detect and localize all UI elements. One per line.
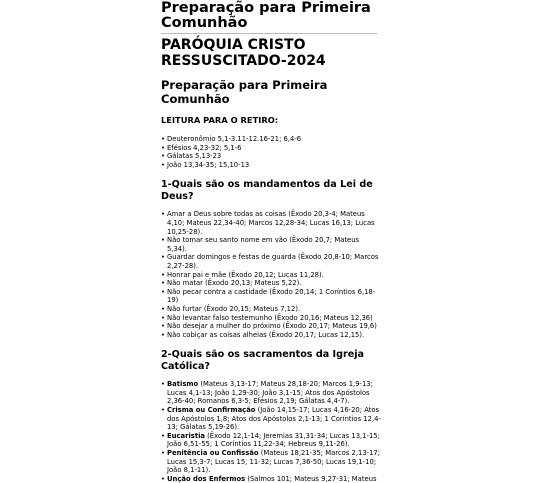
commandment-item: • Não tomar seu santo nome em vão (Êxodo 20,7; Mateus 5,34). (161, 236, 381, 253)
document-page (161, 0, 381, 483)
parish-title: PARÓQUIA CRISTO RESSUSCITADO-2024 (161, 37, 326, 69)
sacrament-name: Eucaristia (167, 431, 205, 440)
sacrament-item (161, 406, 381, 432)
page-subtitle: Preparação para Primeira Comunhão (161, 78, 328, 106)
sacraments-list (161, 380, 381, 483)
title-divider (161, 33, 377, 34)
sacrament-item (161, 475, 381, 483)
commandment-item: • Não desejar a mulher do próximo (Êxodo 20,17; Mateus 19,6) (161, 322, 381, 331)
commandments-list (161, 210, 381, 339)
reading-section-label: LEITURA PARA O RETIRO: (161, 115, 279, 125)
question-2-heading: 2-Quais são os sacramentos da Igreja Católica? (161, 349, 364, 373)
commandment-item: • Não pecar contra a castidade (Êxodo 20,14; 1 Coríntios 6,18-19) (161, 288, 381, 305)
sacrament-references: (Salmos 101; Mateus 9,27-31; Mateus (245, 474, 377, 483)
commandment-item: • Amar a Deus sobre todas as coisas (Êxodo 20,3-4; Mateus 4,10; Mateus 22,34-40; Marcos 12,28-34; Lucas 16,13; Lucas 10,25-28). (161, 210, 381, 236)
reading-item: • Efésios 4,23-32; 5,1-6 (161, 144, 381, 153)
commandment-item: • Não cobiçar as coisas alheias (Êxodo 20,17; Lucas 12,15). (161, 331, 381, 340)
sacrament-references: (Mateus 18,21-35; Marcos 2,13-17; Lucas 15,3-7; Lucas 15, 11-32; Lucas 7,36-50; Lucas 19,1-10; João 8,1-11). (167, 449, 381, 475)
commandment-item: • Não furtar (Êxodo 20,15; Mateus 7,12). (161, 305, 381, 314)
sacrament-item (161, 449, 381, 475)
sacrament-name: Penitência ou Confissão (167, 449, 259, 458)
sacrament-item (161, 432, 381, 449)
sacrament-name: Unção dos Enfermos (167, 474, 246, 483)
reading-item: • Gálatas 5,13-23 (161, 152, 381, 161)
reading-list (161, 135, 381, 169)
reading-item: • Deuteronômio 5,1-3.11-12.16-21; 6,4-6 (161, 135, 381, 144)
commandment-item: • Não levantar falso testemunho (Êxodo 20,16; Mateus 12,36) (161, 314, 381, 323)
question-1-heading: 1-Quais são os mandamentos da Lei de Deus? (161, 179, 373, 203)
sacrament-name: Crisma ou Confirmação (167, 406, 256, 415)
commandment-item: • Não matar (Êxodo 20,13; Mateus 5,22). (161, 279, 381, 288)
sacrament-item (161, 380, 381, 406)
sacrament-references: (João 14,15-17; Lucas 4,16-20; Atos dos Apóstolos 1,8; Atos dos Apóstolos 2,1-13; 1 Coríntios 12,4-13; Gálatas 5,19-26). (167, 406, 381, 432)
commandment-item: • Guardar domingos e festas de guarda (Êxodo 20,8-10; Marcos 2,27-28). (161, 253, 381, 270)
site-title: Preparação para Primeira Comunhão (161, 0, 371, 31)
sacrament-name: Batismo (167, 380, 199, 389)
sacrament-references: (Mateus 3,13-17; Mateus 28,18-20; Marcos 1,9-13; Lucas 4,1-13; João 1,29-30; João 3,1-15; Atos dos Apóstolos 2,36-40; Romanos 6,3-5; Efésios 2,19; Gálatas 4,4-7). (167, 380, 373, 406)
reading-item: • João 13,34-35; 15,10-13 (161, 161, 381, 170)
sacrament-references: (Êxodo 12,1-14; Jeremias 31,31-34; Lucas 13,1-15; João 6,51-55; 1 Coríntios 11,22-34; Hebreus 9,11-26). (167, 431, 380, 449)
commandment-item: • Honrar pai e mãe (Êxodo 20,12; Lucas 11,28). (161, 271, 381, 280)
